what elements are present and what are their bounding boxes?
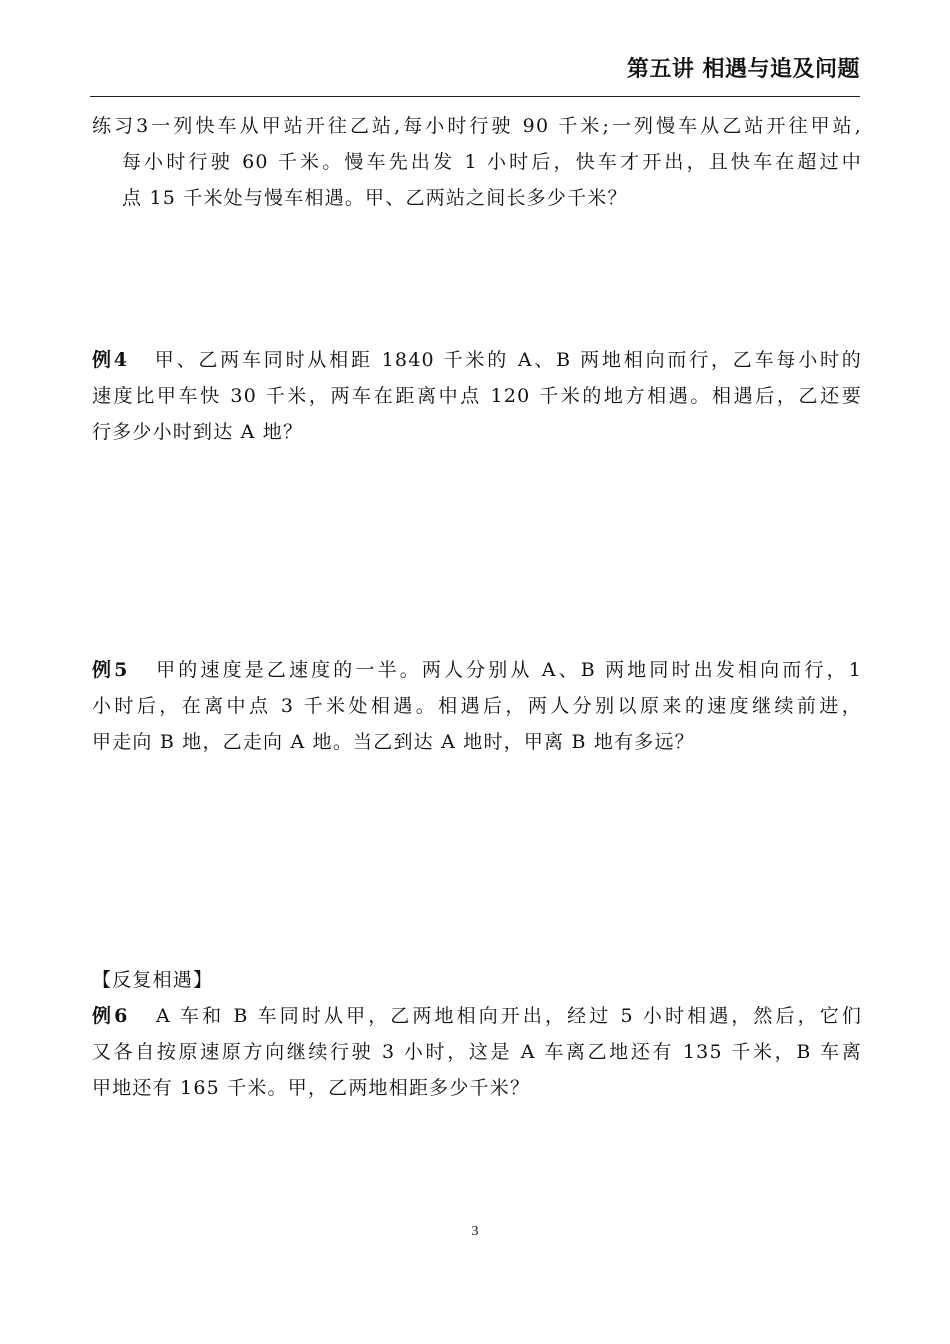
example-6-line-1-text: A 车和 B 车同时从甲，乙两地相向开出，经过 5 小时相遇，然后，它们 [155,1005,863,1027]
repeated-meeting-section [92,962,862,1106]
example-6-label: 例6 [92,1005,129,1027]
exercise-3-line-2: 每小时行驶 60 千米。慢车先出发 1 小时后，快车才开出，且快车在超过中 [122,151,862,173]
header-divider [90,96,860,97]
example-4-line-1 [92,342,862,378]
example-6-line-3: 甲地还有 165 千米。甲，乙两地相距多少千米？ [92,1077,531,1099]
example-4-line-3: 行多少小时到达 A 地？ [92,421,304,443]
example-5 [92,652,862,760]
example-6-line-1 [92,998,862,1034]
example-5-line-3: 甲走向 B 地，乙走向 A 地。当乙到达 A 地时，甲离 B 地有多远？ [92,731,695,753]
example-4-line-2: 速度比甲车快 30 千米，两车在距离中点 120 千米的地方相遇。相遇后，乙还要 [92,385,862,407]
example-4-line-1-text: 甲、乙两车同时从相距 1840 千米的 A、B 两地相向而行，乙车每小时的 [154,349,863,371]
exercise-3 [92,108,862,216]
section-heading: 【反复相遇】 [92,969,214,991]
example-5-label: 例5 [92,659,129,681]
page-header-title: 第五讲 相遇与追及问题 [626,57,860,82]
example-4-label: 例4 [92,349,129,371]
example-4 [92,342,862,450]
page-number: 3 [471,1224,479,1239]
example-6-line-2: 又各自按原速原方向继续行驶 3 小时，这是 A 车离乙地还有 135 千米，B 车离 [92,1041,862,1063]
example-5-line-1-text: 甲的速度是乙速度的一半。两人分别从 A、B 两地同时出发相向而行，1 [156,659,863,681]
exercise-3-line-1: 练习3一列快车从甲站开往乙站,每小时行驶 90 千米;一列慢车从乙站开往甲站, [92,115,862,137]
example-5-line-2: 小时后，在离中点 3 千米处相遇。相遇后，两人分别以原来的速度继续前进， [92,695,862,717]
exercise-3-line-3: 点 15 千米处与慢车相遇。甲、乙两站之间长多少千米？ [122,187,628,209]
example-5-line-1 [92,652,862,688]
